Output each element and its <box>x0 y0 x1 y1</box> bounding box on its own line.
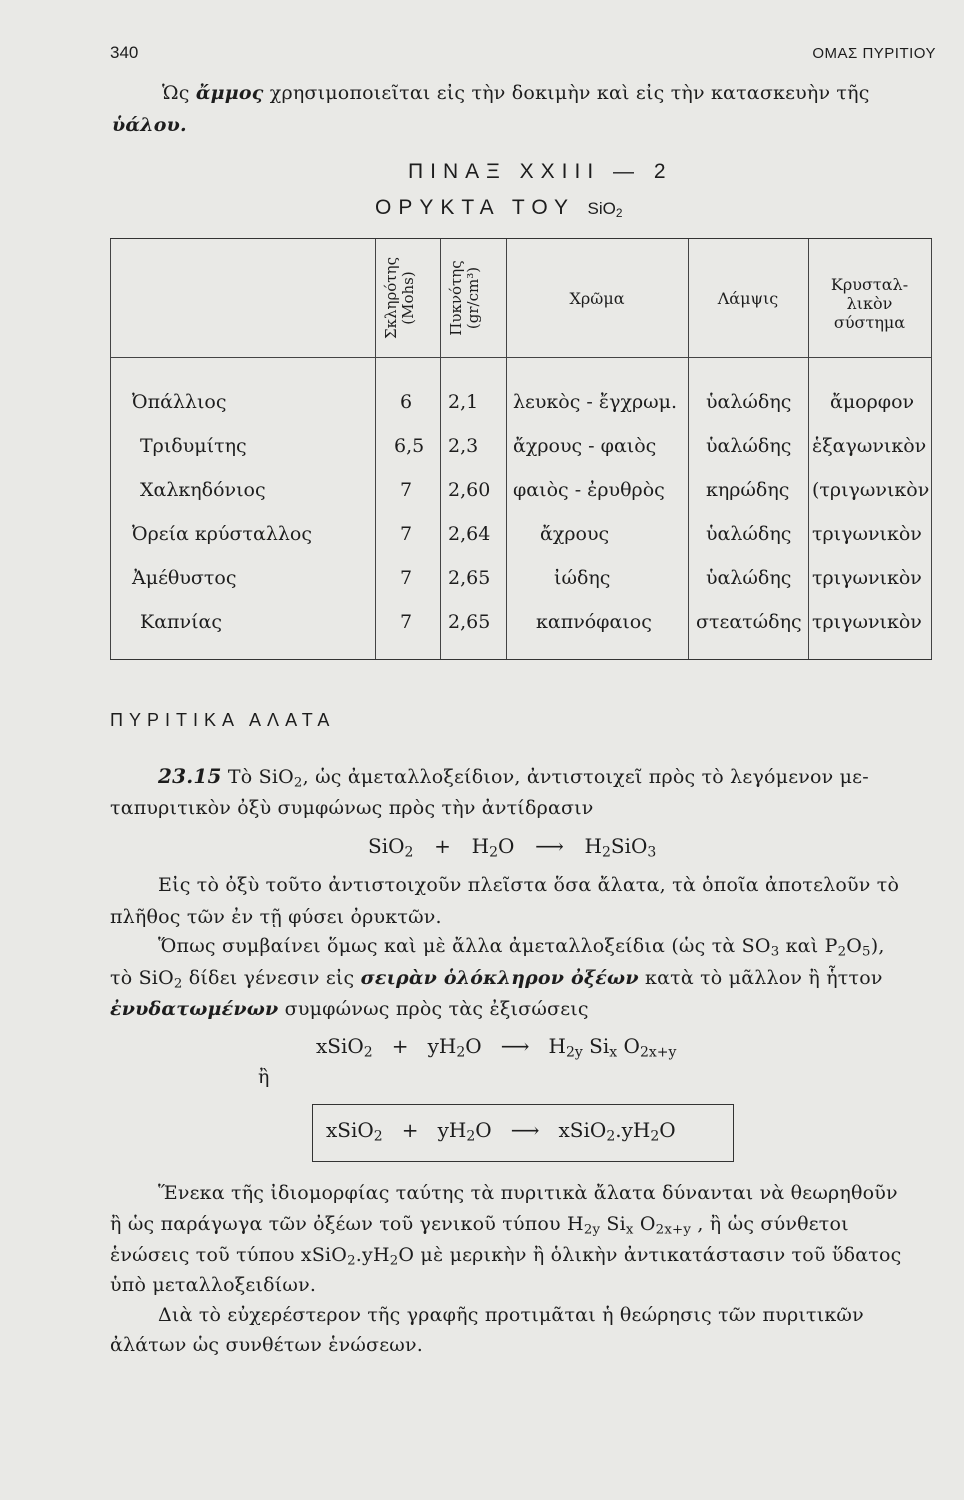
or-word: ἢ <box>258 1066 270 1088</box>
section-title: ΠΥΡΙΤΙΚΑ ΑΛΑΤΑ <box>110 710 336 730</box>
para-2-line-1: Εἰς τὸ ὀξὺ τοῦτο ἀντιστοιχοῦν πλεῖστα ὅσα ἄλατα, τὰ ὁποῖα ἀποτελοῦν τὸ <box>158 874 900 896</box>
intro-line-1: Ὡς ἄμμος χρησιμοποιεῖται εἰς τὴν δοκιμὴν καὶ εἰς τὴν κατασκευὴν τῆς <box>162 82 870 104</box>
para-3-line-1: Ὅπως συμβαίνει ὅμως καὶ μὲ ἄλλα ἀμεταλλοξείδια (ὡς τὰ $SO_3$ καὶ $P_2O_5$), <box>158 935 885 960</box>
para-4-line-4: ὑπὸ μεταλλοξειδίων. <box>110 1274 317 1296</box>
para-4-line-1: Ἕνεκα τῆς ἰδιομορφίας ταύτης τὰ πυριτικὰ ἄλατα δύνανται νὰ θεωρηθοῦν <box>158 1182 898 1204</box>
para-3-line-2: τὸ SiO$_2$ δίδει γένεσιν εἰς σειρὰν ὁλόκληρον ὀξέων κατὰ τὸ μᾶλλον ἢ ἧττον <box>110 967 883 992</box>
para-5-line-1: Διὰ τὸ εὐχερέστερον τῆς γραφῆς προτιμᾶται ἡ θεώρησις τῶν πυριτικῶν <box>158 1304 864 1326</box>
minerals-table: Σκληρότης (Mohs) Πυκνότης (gr/cm³) Χρῶμα Λάμψις Κρυσταλ- λικὸν σύστημα Ὀπάλλιος 6 2,1 λευκὸς - ἔγχρωμ. ὑαλώδης ἄμορφον Τριδυμίτης 6,5 2,3 ἄχρους - φαιὸς ὑαλώδης ἑξαγωνικὸν Χαλκηδόνιος 7 2,60 φαιὸς - ἐρυθρὸς κηρώδης (τριγωνικὸν Ὀρεία κρύσταλλος 7 2,64 ἄχρους ὑαλώδης τριγωνικὸν Ἀμέθυστος 7 2,65 ἰώδης ὑαλώδης τριγωνικὸν Καπνίας 7 2,65 καπνόφαιος στεατώδης τριγωνικὸν <box>110 238 932 660</box>
header-hardness: Σκληρότης (Mohs) <box>382 257 417 340</box>
header-color: Χρῶμα <box>569 289 625 308</box>
table-caption-title: ΟΡΥΚΤΑ ΤΟΥ SiO$_2$ <box>375 196 623 220</box>
para-4-line-2: ἢ ὡς παράγωγα τῶν ὀξέων τοῦ γενικοῦ τύπου $H_{2y}$ $Si_x$ $O_{2x+y}$ , ἢ ὡς σύνθετοι <box>110 1213 849 1238</box>
para-3-line-3: ἐνυδατωμένων συμφώνως πρὸς τὰς ἐξισώσεις <box>110 998 589 1020</box>
header-crystal-system: Κρυσταλ- λικὸν σύστημα <box>830 275 909 332</box>
header-density: Πυκνότης (gr/cm³) <box>447 260 482 336</box>
equation-2: xSiO$_2$ + $yH_2O$ ⟶ $H_{2y}$ $Si_x$ $O_{2x+y}$ <box>316 1034 677 1061</box>
para-2-line-2: πλῆθος τῶν ἐν τῇ φύσει ὀρυκτῶν. <box>110 906 442 928</box>
header-luster: Λάμψις <box>717 289 779 308</box>
equation-3: xSiO$_2$ + $yH_2O$ ⟶ $xSiO_2.yH_2O$ <box>326 1118 676 1145</box>
running-title: ΟΜΑΣ ΠΥΡΙΤΙΟΥ <box>812 45 936 62</box>
page-number: 340 <box>110 43 139 62</box>
para-23-15-line-1: 23.15 Τὸ SiO$_2$, ὡς ἀμεταλλοξείδιον, ἀντιστοιχεῖ πρὸς τὸ λεγόμενον με- <box>158 764 869 791</box>
para-23-15-line-2: ταπυριτικὸν ὀξὺ συμφώνως πρὸς τὴν ἀντίδρασιν <box>110 797 594 819</box>
para-5-line-2: ἀλάτων ὡς συνθέτων ἑνώσεων. <box>110 1334 423 1356</box>
table-caption-number: ΠΙΝΑΞ ΧΧΙΙΙ — 2 <box>408 160 673 183</box>
para-4-line-3: ἑνώσεις τοῦ τύπου $xSiO_2.yH_2O$ μὲ μερικὴν ἢ ὁλικὴν ἀντικατάστασιν τοῦ ὕδατος <box>110 1244 902 1269</box>
intro-line-2: ὑάλου. <box>112 114 187 136</box>
equation-1: $SiO_2 + H_2O$ ⟶ $H_2SiO_3$ <box>368 834 657 861</box>
